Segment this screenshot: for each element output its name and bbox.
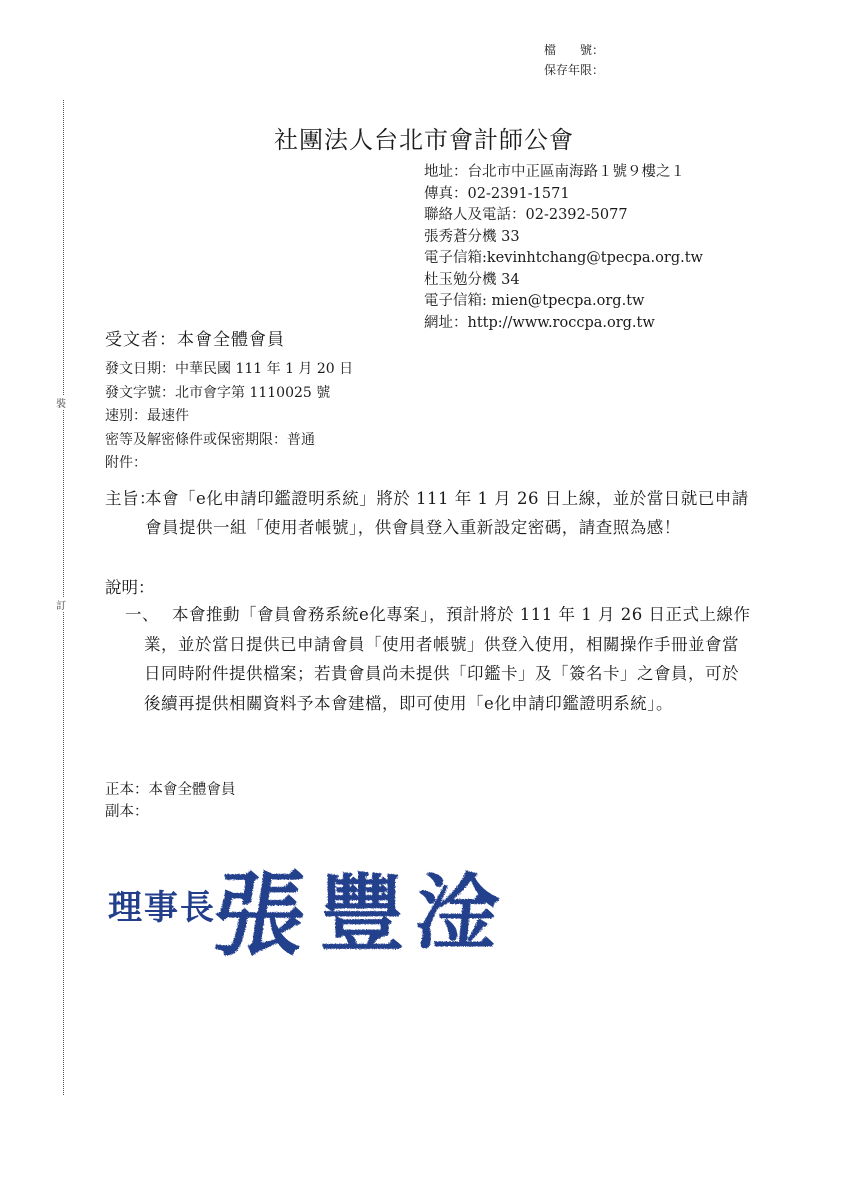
delivery-speed: 速別：最速件 — [105, 408, 189, 424]
binding-mark-ding: 訂 — [56, 597, 66, 612]
security-level: 密等及解密條件或保密期限：普通 — [105, 431, 315, 448]
subject-block — [105, 484, 755, 542]
meta-block — [105, 358, 353, 476]
attachment-label: 附件： — [105, 455, 147, 471]
issue-date: 發文日期：中華民國 111 年 1 月 20 日 — [105, 361, 354, 377]
retention-label: 保存年限： — [544, 63, 605, 77]
copy-recipient: 副本： — [105, 803, 149, 820]
filing-block — [544, 40, 604, 80]
document-number: 發文字號：北市會字第 1110025 號 — [105, 384, 331, 401]
org-title: 社團法人台北市會計師公會 — [274, 126, 574, 154]
subject-text: 本會「e化申請印鑑證明系統」將於 111 年 1 月 26 日上線，並於當日就已申請會員提供一組「使用者帳號」，供會員登入重新設定密碼，請查照為感！ — [145, 489, 749, 537]
contact-website: 網址：http://www.roccpa.org.tw — [424, 314, 655, 331]
contact-email-2: 電子信箱: mien@tpecpa.org.tw — [424, 293, 645, 309]
contact-address: 地址：台北市中正區南海路１號９樓之１ — [424, 164, 685, 180]
file-number-label: 檔 號： — [544, 43, 605, 57]
contact-block — [424, 162, 703, 334]
signature-char-2: 豐 — [320, 864, 405, 963]
signature-char-1: 張 — [205, 860, 314, 969]
main-recipient: 正本：本會全體會員 — [105, 782, 236, 798]
explanation-item — [125, 600, 755, 718]
contact-person-1: 張秀蒼分機 33 — [424, 228, 520, 245]
contact-phone: 聯絡人及電話：02-2392-5077 — [424, 207, 628, 223]
explanation-label: 說明： — [105, 578, 155, 597]
contact-person-2: 杜玉勉分機 34 — [424, 271, 520, 288]
subject-label: 主旨： — [105, 489, 156, 508]
binding-mark-zhuang: 裝 — [56, 395, 66, 410]
signature-char-3: 淦 — [410, 865, 503, 961]
signature-drawing — [205, 855, 512, 969]
contact-email-1: 電子信箱:kevinhtchang@tpecpa.org.tw — [424, 250, 703, 266]
chairman-signature-stamp — [205, 855, 512, 969]
contact-fax: 傳真：02-2391-1571 — [424, 185, 570, 202]
distribution-block — [105, 780, 236, 823]
explanation-item-text: 本會推動「會員會務系統e化專案」，預計將於 111 年 1 月 26 日正式上線作業，並於當日提供已申請會員「使用者帳號」供登入使用，相關操作手冊並會當日同時附件提供檔案；若貴會員尚未提供「印鑑卡」及「簽名卡」之會員，可於後續再提供相關資料予本會建檔，即可使用「e化申請印鑑證明系統」。 — [144, 605, 751, 713]
explanation-item-number: 一、 — [125, 605, 159, 624]
recipient: 受文者：本會全體會員 — [105, 330, 285, 350]
signatory-title: 理事長 — [108, 888, 216, 928]
